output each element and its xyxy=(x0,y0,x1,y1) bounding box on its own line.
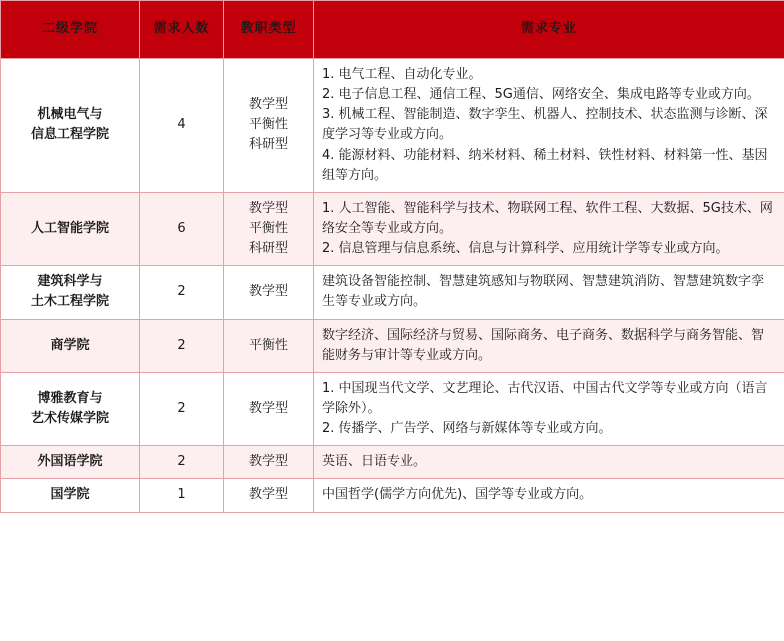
table-row xyxy=(1,59,784,193)
table-row xyxy=(1,479,784,512)
type-line: 科研型 xyxy=(248,241,288,257)
type-line: 平衡性 xyxy=(248,337,288,353)
cell-count: 4 xyxy=(140,59,224,193)
major-line: 1. 人工智能、智能科学与技术、物联网工程、软件工程、大数据、5G技术、网络安全等专业或方向。 xyxy=(322,200,773,236)
cell-count: 2 xyxy=(140,372,224,445)
type-line: 教学型 xyxy=(248,97,288,113)
cell-major xyxy=(314,479,784,512)
college-line: 信息工程学院 xyxy=(30,127,109,143)
college-line: 外国语学院 xyxy=(37,454,103,470)
table-row xyxy=(1,266,784,319)
type-line: 平衡性 xyxy=(248,220,288,236)
table-body xyxy=(1,59,784,513)
major-line: 4. 能源材料、功能材料、纳米材料、稀土材料、铁性材料、材料第一性、基因组等方向。 xyxy=(322,147,768,183)
cell-major xyxy=(314,446,784,479)
cell-type xyxy=(224,192,314,265)
major-line: 英语、日语专业。 xyxy=(322,454,427,470)
table-row xyxy=(1,192,784,265)
major-line: 2. 传播学、广告学、网络与新媒体等专业或方向。 xyxy=(322,421,612,437)
table-header-row xyxy=(1,1,784,59)
column-header-college: 二级学院 xyxy=(1,1,140,59)
cell-count: 2 xyxy=(140,266,224,319)
cell-type xyxy=(224,479,314,512)
major-line: 建筑设备智能控制、智慧建筑感知与物联网、智慧建筑消防、智慧建筑数字孪生等专业或方向。 xyxy=(322,274,765,310)
table-row xyxy=(1,372,784,445)
cell-count: 2 xyxy=(140,446,224,479)
type-line: 平衡性 xyxy=(248,117,288,133)
cell-college xyxy=(1,266,140,319)
college-line: 建筑科学与 xyxy=(37,274,103,290)
type-line: 教学型 xyxy=(248,200,288,216)
major-line: 中国哲学(儒学方向优先)、国学等专业或方向。 xyxy=(322,487,593,503)
column-header-count: 需求人数 xyxy=(140,1,224,59)
college-line: 国学院 xyxy=(50,487,90,503)
cell-type xyxy=(224,266,314,319)
cell-college xyxy=(1,479,140,512)
cell-college xyxy=(1,192,140,265)
type-line: 科研型 xyxy=(248,137,288,153)
major-line: 2. 电子信息工程、通信工程、5G通信、网络安全、集成电路等专业或方向。 xyxy=(322,87,760,103)
cell-count: 1 xyxy=(140,479,224,512)
college-line: 机械电气与 xyxy=(37,107,103,123)
type-line: 教学型 xyxy=(248,454,288,470)
table-row xyxy=(1,319,784,372)
cell-type xyxy=(224,446,314,479)
college-line: 艺术传媒学院 xyxy=(30,411,109,427)
cell-college xyxy=(1,319,140,372)
column-header-type: 教职类型 xyxy=(224,1,314,59)
major-line: 1. 中国现当代文学、文艺理论、古代汉语、中国古代文学等专业或方向（语言学除外）。 xyxy=(322,380,768,416)
college-line: 土木工程学院 xyxy=(30,294,109,310)
cell-major xyxy=(314,266,784,319)
cell-major xyxy=(314,192,784,265)
college-line: 商学院 xyxy=(50,337,90,353)
type-line: 教学型 xyxy=(248,487,288,503)
cell-major xyxy=(314,372,784,445)
major-line: 3. 机械工程、智能制造、数字孪生、机器人、控制技术、状态监测与诊断、深度学习等专业或方向。 xyxy=(322,107,768,143)
cell-count: 2 xyxy=(140,319,224,372)
major-line: 2. 信息管理与信息系统、信息与计算科学、应用统计学等专业或方向。 xyxy=(322,241,729,257)
cell-type xyxy=(224,372,314,445)
college-line: 人工智能学院 xyxy=(30,220,109,236)
cell-type xyxy=(224,319,314,372)
column-header-major: 需求专业 xyxy=(314,1,784,59)
cell-count: 6 xyxy=(140,192,224,265)
college-line: 博雅教育与 xyxy=(37,390,103,406)
major-line: 1. 电气工程、自动化专业。 xyxy=(322,67,482,82)
cell-college xyxy=(1,372,140,445)
cell-college xyxy=(1,59,140,193)
major-line: 数字经济、国际经济与贸易、国际商务、电子商务、数据科学与商务智能、智能财务与审计等专业或方向。 xyxy=(322,327,765,363)
cell-major xyxy=(314,59,784,193)
cell-college xyxy=(1,446,140,479)
table-row xyxy=(1,446,784,479)
table-header xyxy=(1,1,784,59)
type-line: 教学型 xyxy=(248,400,288,416)
cell-major xyxy=(314,319,784,372)
type-line: 教学型 xyxy=(248,284,288,300)
cell-type xyxy=(224,59,314,193)
